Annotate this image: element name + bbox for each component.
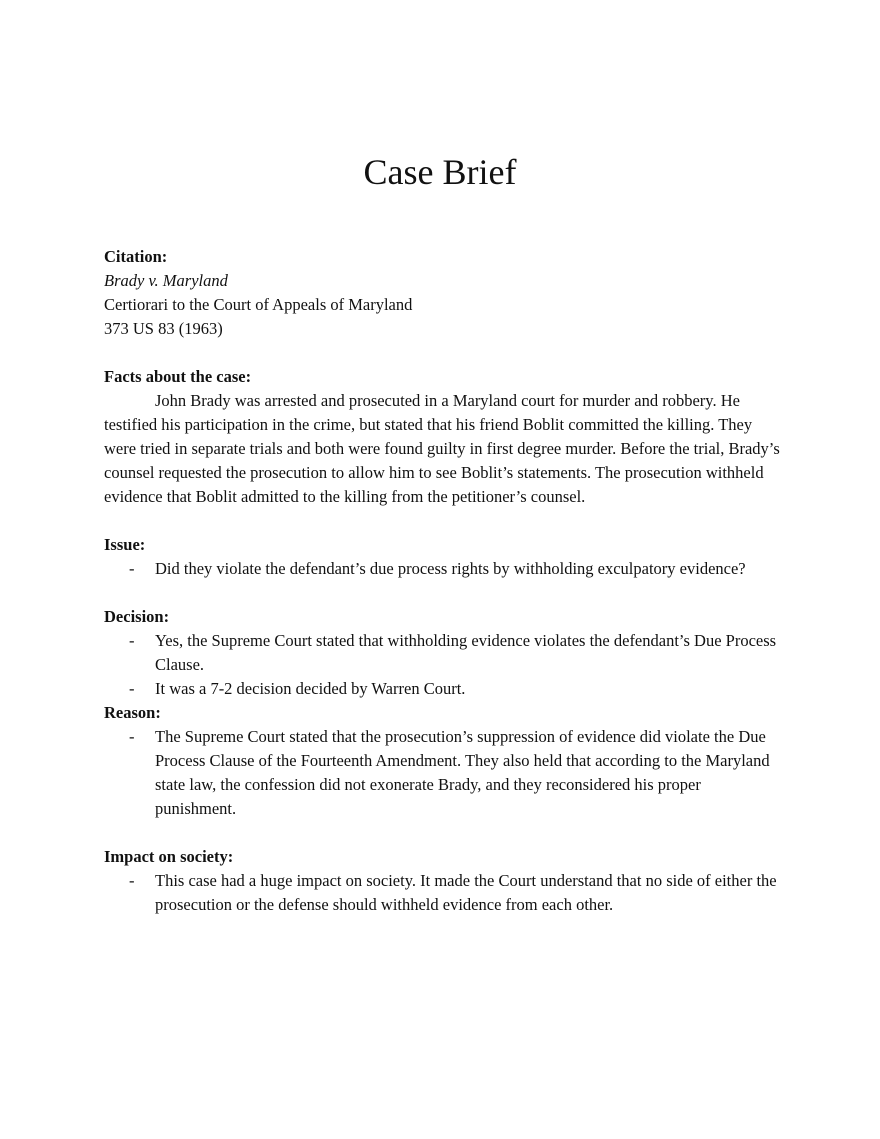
bullet-dash: - <box>129 727 135 746</box>
issue-heading: Issue: <box>104 535 146 554</box>
bullet-dash: - <box>129 631 135 650</box>
impact-heading: Impact on society: <box>104 847 234 866</box>
spacer <box>104 821 784 845</box>
reporter-citation: 373 US 83 (1963) <box>104 319 223 338</box>
decision-section <box>104 605 784 701</box>
issue-bullet <box>104 557 784 581</box>
citation-section <box>104 245 784 341</box>
spacer <box>104 581 784 605</box>
bullet-dash: - <box>129 559 135 578</box>
decision-heading: Decision: <box>104 607 170 626</box>
impact-bullet <box>104 869 784 917</box>
reason-bullet <box>104 725 784 821</box>
bullet-dash: - <box>129 679 135 698</box>
impact-bullet-text: This case had a huge impact on society. It made the Court understand that no side of either the prosecution or the defense should withheld evidence from each other. <box>155 871 777 914</box>
page-title: Case Brief <box>363 152 517 192</box>
court-line: Certiorari to the Court of Appeals of Maryland <box>104 295 413 314</box>
issue-bullet-text: Did they violate the defendant’s due process rights by withholding exculpatory evidence? <box>155 559 746 578</box>
decision-bullet <box>104 677 784 701</box>
spacer <box>104 509 784 533</box>
decision-bullet-text: Yes, the Supreme Court stated that withholding evidence violates the defendant’s Due Process Clause. <box>155 631 777 674</box>
facts-heading: Facts about the case: <box>104 367 252 386</box>
issue-section <box>104 533 784 581</box>
spacer <box>104 341 784 365</box>
case-name: Brady v. Maryland <box>104 271 228 290</box>
facts-section <box>104 365 784 509</box>
facts-paragraph: John Brady was arrested and prosecuted in a Maryland court for murder and robbery. He testified his participation in the crime, but stated that his friend Boblit committed the killing. They were tried in separate trials and both were found guilty in first degree murder. Before the trial, Brady’s counsel requested the prosecution to allow him to see Boblit’s statements. The prosecution withheld evidence that Boblit admitted to the killing from the petitioner’s counsel. <box>104 391 780 506</box>
citation-heading: Citation: <box>104 247 168 266</box>
decision-bullet <box>104 629 784 677</box>
reason-section <box>104 701 784 821</box>
reason-bullet-text: The Supreme Court stated that the prosecution’s suppression of evidence did violate the Due Process Clause of the Fourteenth Amendment. They also held that according to the Maryland state law, the confession did not exonerate Brady, and they reconsidered his proper punishment. <box>155 727 770 818</box>
bullet-dash: - <box>129 871 135 890</box>
impact-section <box>104 845 784 917</box>
brief-content <box>104 245 784 917</box>
reason-heading: Reason: <box>104 703 161 722</box>
decision-bullet-text: It was a 7-2 decision decided by Warren Court. <box>155 679 466 698</box>
